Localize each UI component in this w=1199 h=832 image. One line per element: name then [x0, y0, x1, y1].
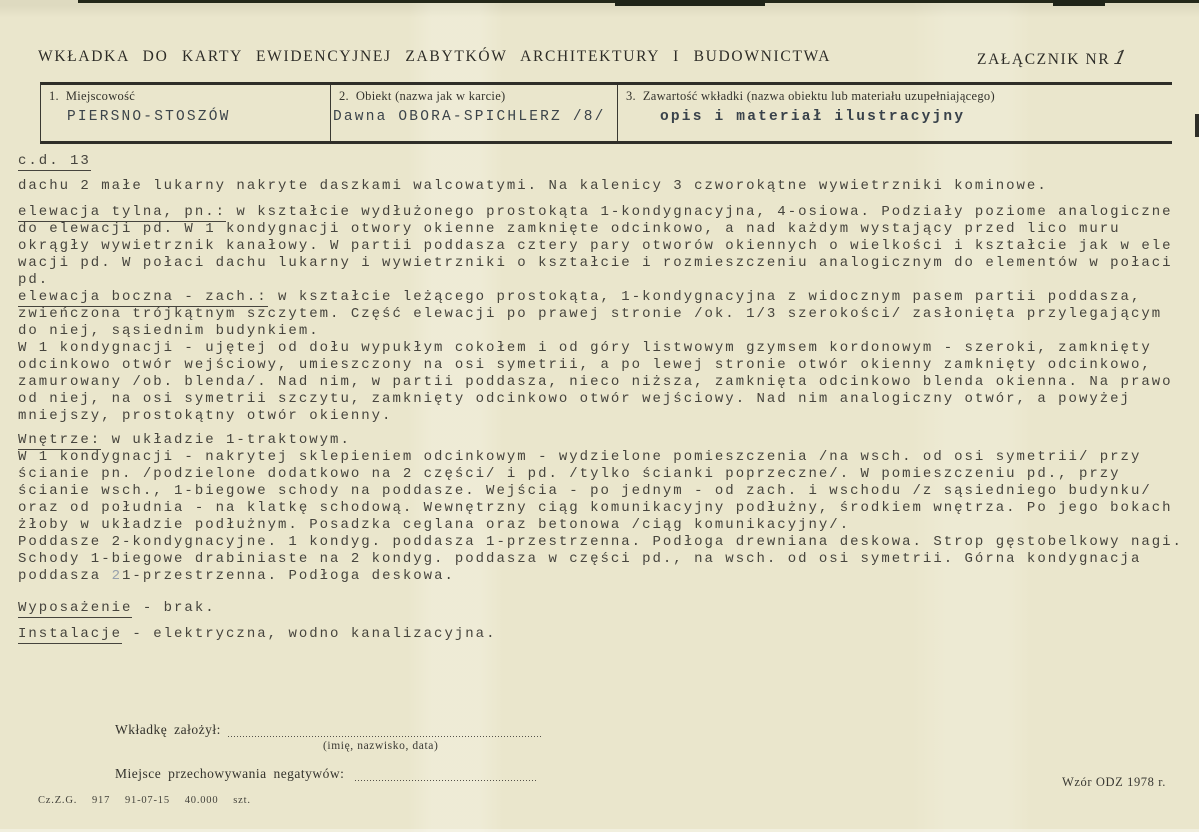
description-text: [18, 153, 1199, 643]
text-line: Schody 1-biegowe drabiniaste na 2 kondyg. poddasza w części pd., na wsch. od osi symetrii. Górna kondygnacja: [18, 551, 1142, 567]
object-value: Dawna OBORA-SPICHLERZ /8/: [333, 109, 606, 125]
text-line: żłoby w układzie podłużnym. Posadzka ceglana oraz betonowa /ciąg komunikacyjny/.: [18, 517, 851, 533]
founder-hint: (imię, nazwisko, data): [323, 740, 439, 752]
text-line: do niej, sąsiednim budynkiem.: [18, 323, 320, 339]
text-line: wacji pd. W połaci dachu lukarny i wywietrzniki o kształcie i rozmieszczeniu analogicznym do elementów w połaci: [18, 255, 1173, 271]
text-line: Wyposażenie - brak.: [18, 600, 216, 616]
negatives-fill-line: [355, 779, 537, 781]
text-line: elewacja tylna, pn.: w kształcie wydłużonego prostokąta 1-kondygnacyjna, 4-osiowa. Podziały poziome analogiczne: [18, 204, 1173, 220]
text-line: mniejszy, prostokątny otwór okienny.: [18, 408, 393, 424]
table-cell-contents: [618, 85, 1172, 141]
text-line: poddasza 21-przestrzenna. Podłoga deskowa.: [18, 568, 455, 584]
attachment-number-handwritten: 1: [1111, 47, 1131, 69]
table-cell-locality: [41, 85, 331, 141]
text-line: pd.: [18, 272, 50, 288]
text-line: W 1 kondygnacji - ujętej od dołu wypukłym cokołem i od góry listwowym gzymsem kordonowym - szeroki, zamknięty: [18, 340, 1152, 356]
text-line: Wnętrze: w układzie 1-traktowym.: [18, 432, 351, 448]
text-line: oraz od południa - na klatkę schodową. Wewnętrzny ciąg komunikacyjny podłużny, środkiem wnętrza. Po jego bokach: [18, 500, 1173, 516]
text-line: Instalacje - elektryczna, wodno kanalizacyjna.: [18, 626, 497, 642]
text-line: Poddasze 2-kondygnacyjne. 1 kondyg. poddasza 1-przestrzenna. Podłoga drewniana deskowa. Strop gęstobelkowy nagi.: [18, 534, 1183, 550]
table-cell-object: [331, 85, 618, 141]
scan-artifact: [1053, 0, 1105, 6]
negatives-label: Miejsce przechowywania negatywów:: [115, 766, 345, 781]
text-line: dachu 2 małe lukarny nakryte daszkami walcowatymi. Na kalenicy 3 czworokątne wywietrzniki kominowe.: [18, 178, 1048, 194]
scan-artifact: [615, 0, 765, 6]
text-line: elewacja boczna - zach.: w kształcie leżącego prostokąta, 1-kondygnacyjna z widocznym pasem partii poddasza,: [18, 289, 1142, 305]
locality-value: PIERSNO-STOSZÓW: [67, 109, 231, 125]
attachment-label: ZAŁĄCZNIK NR: [977, 51, 1111, 68]
text-line: c.d. 13: [18, 153, 91, 169]
text-line: od niej, na osi symetrii szczytu, zamknięty odcinkowo otwór wejściowy. Nad nim analogiczny otwór, a powyżej: [18, 391, 1131, 407]
form-version-info: Wzór ODZ 1978 r.: [1062, 775, 1167, 789]
object-label: 2. Obiekt (nazwa jak w karcie): [339, 89, 506, 103]
text-line: okrągły wywietrznik kanałowy. W partii poddasza cztery pary otworów okiennych o wielkości i kształcie jak w ele: [18, 238, 1173, 254]
contents-value: opis i materiał ilustracyjny: [660, 109, 966, 125]
text-line: ścianie pn. /podzielone dodatkowo na 2 części/ i pd. /tylko ścianki poprzeczne/. W pomieszczeniu pd., przy: [18, 466, 1121, 482]
text-line: odcinkowo otwór wejściowy, umieszczony na osi symetrii, a po lewej stronie otwór okienny zamknięty odcinkowo,: [18, 357, 1152, 373]
founder-label: Wkładkę założył:: [115, 722, 221, 737]
identification-table: [40, 82, 1172, 144]
text-line: zamurowany /ob. blenda/. Nad nim, w partii poddasza, nieco niższa, zamknięta odcinkowo blenda okienna. Na prawo: [18, 374, 1173, 390]
text-line: do elewacji pd. W 1 kondygnacji otwory okienne zamknięte odcinkowo, a nad każdym wystający przed lico muru: [18, 221, 1121, 237]
attachment-header: [977, 47, 1131, 69]
text-line: ścianie wsch., 1-biegowe schody na poddasze. Wejścia - po jednym - od zach. i wschodu /z sąsiedniego budynku/: [18, 483, 1152, 499]
founder-signature-line: [228, 735, 541, 737]
page-title: WKŁADKA DO KARTY EWIDENCYJNEJ ZABYTKÓW ARCHITEKTURY I BUDOWNICTWA: [38, 48, 832, 65]
printing-house-info: Cz.Z.G. 917 91-07-15 40.000 szt.: [38, 795, 251, 806]
locality-label: 1. Miejscowość: [49, 89, 136, 103]
scan-artifact-right: [1195, 114, 1199, 137]
text-line: zwieńczona trójkątnym szczytem. Część elewacji po prawej stronie /ok. 1/3 szerokości/ zasłonięta przylegającym: [18, 306, 1163, 322]
contents-label: 3. Zawartość wkładki (nazwa obiektu lub materiału uzupełniającego): [626, 89, 995, 103]
text-line: W 1 kondygnacji - nakrytej sklepieniem odcinkowym - wydzielone pomieszczenia /na wsch. od osi symetrii/ przy: [18, 449, 1142, 465]
